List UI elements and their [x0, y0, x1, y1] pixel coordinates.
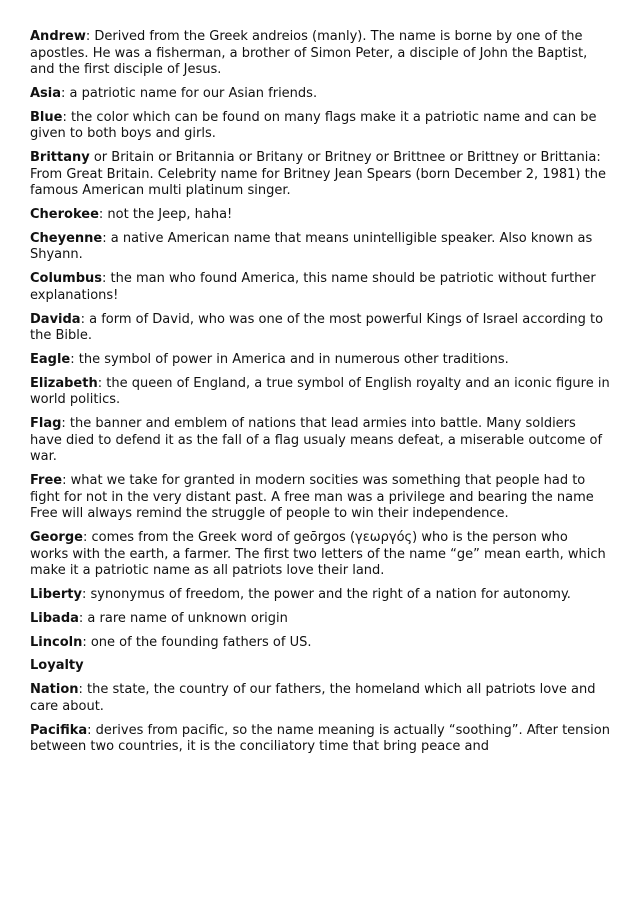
entry-lincoln — [30, 635, 610, 652]
entry-term: Eagle — [30, 352, 71, 367]
entry-eagle — [30, 352, 610, 369]
entry-term: Asia — [30, 85, 62, 101]
entry-definition: : the color which can be found on many flags make it a patriotic name and can be given to both boys and girls. — [30, 109, 597, 142]
entry-term: Lincoln — [30, 634, 83, 650]
entry-term: Cherokee — [30, 207, 99, 223]
entry-flag — [30, 416, 610, 466]
entry-free — [30, 473, 610, 523]
entry-george — [30, 530, 610, 580]
entry-definition: : comes from the Greek word of geōrgos (γεωργός) who is the person who works with the earth, a farmer. The first two letters of the name “ge” mean earth, which make it a patriotic name as all patriots love their land. — [30, 530, 606, 579]
entry-davida — [30, 312, 610, 345]
entry-definition: : synonymus of freedom, the power and the right of a nation for autonomy. — [81, 587, 571, 603]
entry-definition: : the symbol of power in America and in numerous other traditions. — [70, 352, 509, 367]
entry-term: Libada — [30, 610, 79, 626]
entry-columbus — [30, 271, 610, 304]
entry-definition: : not the Jeep, haha! — [98, 207, 233, 223]
entry-definition: or Britain or Britannia or Britany or Britney or Brittnee or Brittney or Brittania: From Great Britain. Celebrity name for Britney Jean Spears (born December 2, 1981) the famous American multi platinum singer. — [30, 150, 606, 199]
document-page — [30, 29, 610, 763]
entry-definition: : a rare name of unknown origin — [78, 610, 288, 626]
entry-blue — [30, 110, 610, 143]
entry-elizabeth — [30, 376, 610, 409]
entry-libada — [30, 611, 610, 628]
entry-definition: : the queen of England, a true symbol of English royalty and an iconic figure in world politics. — [30, 375, 610, 408]
entry-term: Brittany — [30, 150, 90, 166]
entry-term: Blue — [30, 109, 63, 125]
entry-term: Pacifika — [30, 722, 88, 738]
entry-term: Flag — [30, 416, 62, 432]
entry-term: Cheyenne — [30, 230, 103, 246]
entry-definition: : a patriotic name for our Asian friends. — [61, 85, 318, 101]
entry-definition: : one of the founding fathers of US. — [82, 634, 312, 650]
entry-term: Andrew — [30, 29, 86, 44]
entry-pacifika — [30, 723, 610, 756]
entry-andrew — [30, 29, 610, 79]
entry-term: Elizabeth — [30, 375, 98, 391]
entry-definition: : a native American name that means unintelligible speaker. Also known as Shyann. — [30, 230, 593, 263]
entry-nation — [30, 682, 610, 715]
entry-loyalty — [30, 658, 610, 675]
entry-term: Free — [30, 473, 63, 489]
entry-brittany — [30, 150, 610, 200]
entry-definition: : what we take for granted in modern socities was something that people had to fight for not in the very distant past. A free man was a privilege and bearing the name Free will always remind the struggle of people to win their independence. — [30, 473, 594, 522]
entry-definition: : the banner and emblem of nations that lead armies into battle. Many soldiers have died to defend it as the fall of a flag usualy means defeat, a miserable outcome of war. — [30, 416, 603, 465]
entry-term: George — [30, 530, 83, 546]
entry-term: Nation — [30, 682, 79, 698]
entry-definition: : the state, the country of our fathers, the homeland which all patriots love and care about. — [30, 682, 596, 714]
entry-term: Liberty — [30, 587, 82, 603]
entry-term: Davida — [30, 311, 81, 327]
entry-term: Columbus — [30, 271, 103, 287]
entry-definition: : the man who found America, this name should be patriotic without further explanations! — [30, 271, 596, 303]
entry-definition: : Derived from the Greek andreios (manly). The name is borne by one of the apostles. He was a fisherman, a brother of Simon Peter, a disciple of John the Baptist, and the first disciple of Jesus. — [30, 29, 588, 78]
entry-cherokee — [30, 207, 610, 224]
entry-liberty — [30, 587, 610, 604]
entry-term: Loyalty — [30, 658, 84, 674]
entry-definition: : a form of David, who was one of the most powerful Kings of Israel according to the Bible. — [30, 311, 604, 344]
entry-definition: : derives from pacific, so the name meaning is actually “soothing”. After tension between two countries, it is the conciliatory time that bring peace and — [30, 722, 610, 755]
entry-asia — [30, 86, 610, 103]
entry-cheyenne — [30, 231, 610, 264]
